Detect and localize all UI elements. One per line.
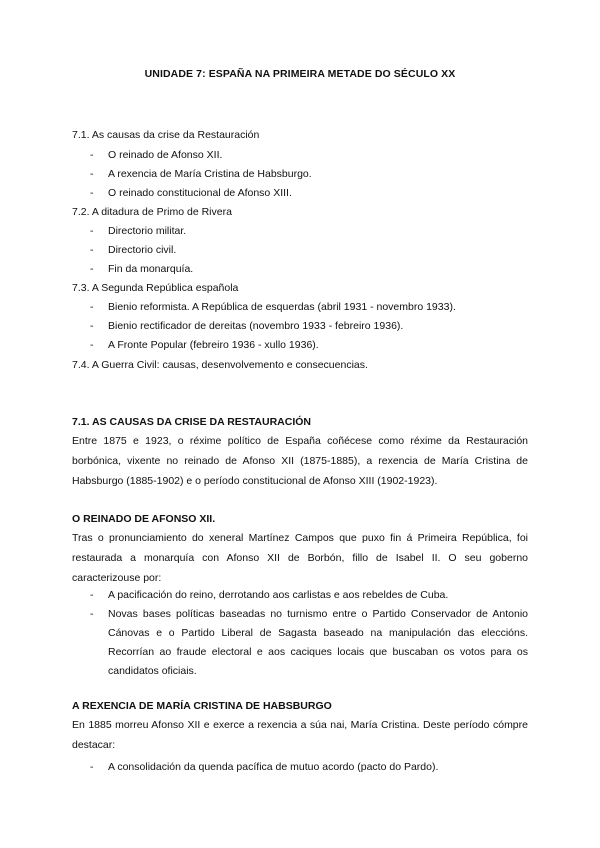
list-dash: - xyxy=(90,589,94,601)
toc-section-7-3: 7.3. A Segunda República española xyxy=(72,282,239,294)
list-dash: - xyxy=(90,339,94,351)
paragraph: Tras o pronunciamiento do xeneral Martínez Campos que puxo fin á Primeira República, foi restaurada a monarquía con Afonso XII de Borbón, fillo de Isabel II. O seu goberno caracterizouse por: xyxy=(72,532,528,584)
list-dash: - xyxy=(90,244,94,256)
section-heading: 7.1. AS CAUSAS DA CRISE DA RESTAURACIÓN xyxy=(72,416,311,428)
toc-item: A rexencia de María Cristina de Habsburgo. xyxy=(108,168,312,180)
list-dash: - xyxy=(90,761,94,773)
list-dash: - xyxy=(90,149,94,161)
list-dash: - xyxy=(90,608,94,620)
toc-item: Bienio reformista. A República de esquerdas (abril 1931 - novembro 1933). xyxy=(108,301,456,313)
toc-item: O reinado constitucional de Afonso XIII. xyxy=(108,187,292,199)
list-dash: - xyxy=(90,187,94,199)
bullet-text: A pacificación do reino, derrotando aos carlistas e aos rebeldes de Cuba. xyxy=(108,589,449,601)
list-dash: - xyxy=(90,225,94,237)
section-heading: O REINADO DE AFONSO XII. xyxy=(72,513,216,525)
toc-section-7-2: 7.2. A ditadura de Primo de Rivera xyxy=(72,206,232,218)
list-dash: - xyxy=(90,263,94,275)
list-dash: - xyxy=(90,168,94,180)
toc-item: O reinado de Afonso XII. xyxy=(108,149,223,161)
list-dash: - xyxy=(90,301,94,313)
toc-item: Fin da monarquía. xyxy=(108,263,194,275)
toc-item: Directorio militar. xyxy=(108,225,187,237)
toc-item: Directorio civil. xyxy=(108,244,177,256)
document-title: UNIDADE 7: ESPAÑA NA PRIMEIRA METADE DO SÉCULO XX xyxy=(144,68,456,80)
section-heading: A REXENCIA DE MARÍA CRISTINA DE HABSBURGO xyxy=(72,700,332,712)
bullet-text: A consolidación da quenda pacífica de mutuo acordo (pacto do Pardo). xyxy=(108,761,439,773)
bullet-text: Novas bases políticas baseadas no turnismo entre o Partido Conservador de Antonio Cánovas e o Partido Liberal de Sagasta baseado na manipulación das eleccións. Recorrían ao fraude electoral e aos caciques locais que buscaban os votos para os candidatos oficiais. xyxy=(108,608,528,677)
list-dash: - xyxy=(90,320,94,332)
paragraph: Entre 1875 e 1923, o réxime político de España coñécese como réxime da Restauración borbónica, vixente no reinado de Afonso XII (1875-1885), a rexencia de María Cristina de Habsburgo (1885-1902) e o período constitucional de Afonso XIII (1902-1923). xyxy=(72,435,528,487)
paragraph: En 1885 morreu Afonso XII e exerce a rexencia a súa nai, María Cristina. Deste período cómpre destacar: xyxy=(72,719,528,751)
toc-item: Bienio rectificador de dereitas (novembro 1933 - febreiro 1936). xyxy=(108,320,404,332)
toc-item: A Fronte Popular (febreiro 1936 - xullo 1936). xyxy=(108,339,319,351)
toc-section-7-4: 7.4. A Guerra Civil: causas, desenvolvemento e consecuencias. xyxy=(72,359,368,371)
toc-section-7-1: 7.1. As causas da crise da Restauración xyxy=(72,129,260,141)
